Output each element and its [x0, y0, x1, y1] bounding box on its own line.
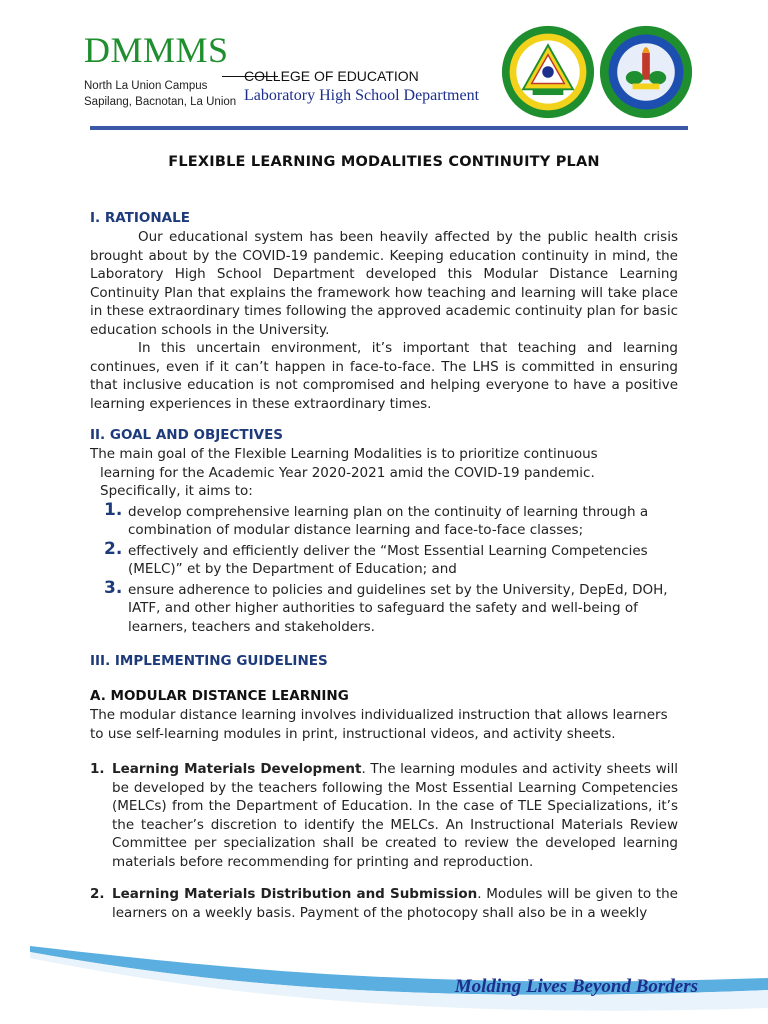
objective-item: [90, 538, 678, 579]
objective-text: effectively and efficiently deliver the “Most Essential Learning Competencies (MELC)” et by the Department of Education; and: [128, 542, 648, 577]
step-item: [90, 885, 678, 922]
rationale-paragraph-2: In this uncertain environment, it’s important that teaching and learning continues, even if it can’t happen in face-to-face. The LHS is committed in ensuring that inclusive education is not compromised and helping everyone to have a positive learning experiences in these extraordinary times.: [90, 340, 678, 412]
step-title: Learning Materials Development: [112, 761, 362, 777]
modular-learning-subheading: A. MODULAR DISTANCE LEARNING: [90, 688, 349, 704]
university-seal-icon: [500, 24, 596, 120]
objectives-list: [90, 499, 678, 637]
campus-address: [84, 78, 236, 110]
objective-item: [90, 577, 678, 637]
footer-motto: Molding Lives Beyond Borders: [454, 976, 698, 997]
objective-text: ensure adherence to policies and guidelines set by the University, DepEd, DOH, IATF, and other higher authorities to safeguard the safety and well-being of learners, teachers and stakeholders.: [128, 581, 668, 635]
objective-text: develop comprehensive learning plan on the continuity of learning through a combination of modular distance learning and face-to-face classes;: [128, 503, 649, 538]
step-text: . Modules will be given to the learners on a weekly basis. Payment of the photocopy shall also be in a weekly: [112, 886, 678, 921]
rationale-paragraph-1: Our educational system has been heavily affected by the public health crisis brought about by the COVID-19 pandemic. Keeping education continuity in mind, the Laboratory High School Department developed this Modular Distance Learning Continuity Plan that explains the framework how teaching and learning will take place in these extraordinary times following the approved academic continuity plan for basic education schools in the University.: [90, 229, 678, 338]
step-text: . The learning modules and activity sheets will be developed by the teachers following the Most Essential Learning Competencies (MELCs) from the Department of Education. In the case of TLE Specializations, it’s the teacher’s discretion to identify the MELCs. An Instructional Materials Review Committee per specialization shall be created to review the developed learning materials before recommending for printing and reproduction.: [112, 761, 678, 870]
step-title: Learning Materials Distribution and Submission: [112, 886, 478, 902]
department-name: Laboratory High School Department: [244, 87, 480, 104]
steps-list: [90, 760, 678, 922]
campus-line-2: Sapilang, Bacnotan, La Union: [84, 96, 237, 108]
college-of-education-seal-icon: [598, 24, 694, 120]
guidelines-heading: III. IMPLEMENTING GUIDELINES: [90, 653, 328, 669]
rationale-heading: I. RATIONALE: [90, 210, 190, 226]
step-number: 1.: [90, 761, 105, 777]
objective-number: 1.: [104, 499, 123, 520]
college-name: COLLEGE OF EDUCATION: [244, 68, 419, 84]
step-item: [90, 760, 678, 871]
objective-number: 3.: [104, 577, 123, 598]
goals-lead: Specifically, it aims to:: [100, 483, 253, 499]
campus-line-1: North La Union Campus: [84, 80, 208, 92]
goals-heading: II. GOAL AND OBJECTIVES: [90, 427, 284, 443]
guidelines-steps: [90, 760, 678, 936]
modular-learning-intro: The modular distance learning involves individualized instruction that allows learners to use self-learning modules in print, instructional videos, and activity sheets.: [90, 707, 668, 742]
objective-item: [90, 499, 678, 540]
header-divider-rule: [90, 126, 688, 130]
rationale-section: [90, 228, 678, 413]
institution-brand: DMMMS: [84, 30, 229, 70]
objective-number: 2.: [104, 538, 123, 559]
document-title: FLEXIBLE LEARNING MODALITIES CONTINUITY PLAN: [168, 154, 600, 170]
goals-section: [90, 445, 678, 638]
goals-intro: The main goal of the Flexible Learning Modalities is to prioritize continuous learning for the Academic Year 2020-2021 amid the COVID-19 pandemic.: [90, 446, 598, 481]
step-number: 2.: [90, 886, 105, 902]
